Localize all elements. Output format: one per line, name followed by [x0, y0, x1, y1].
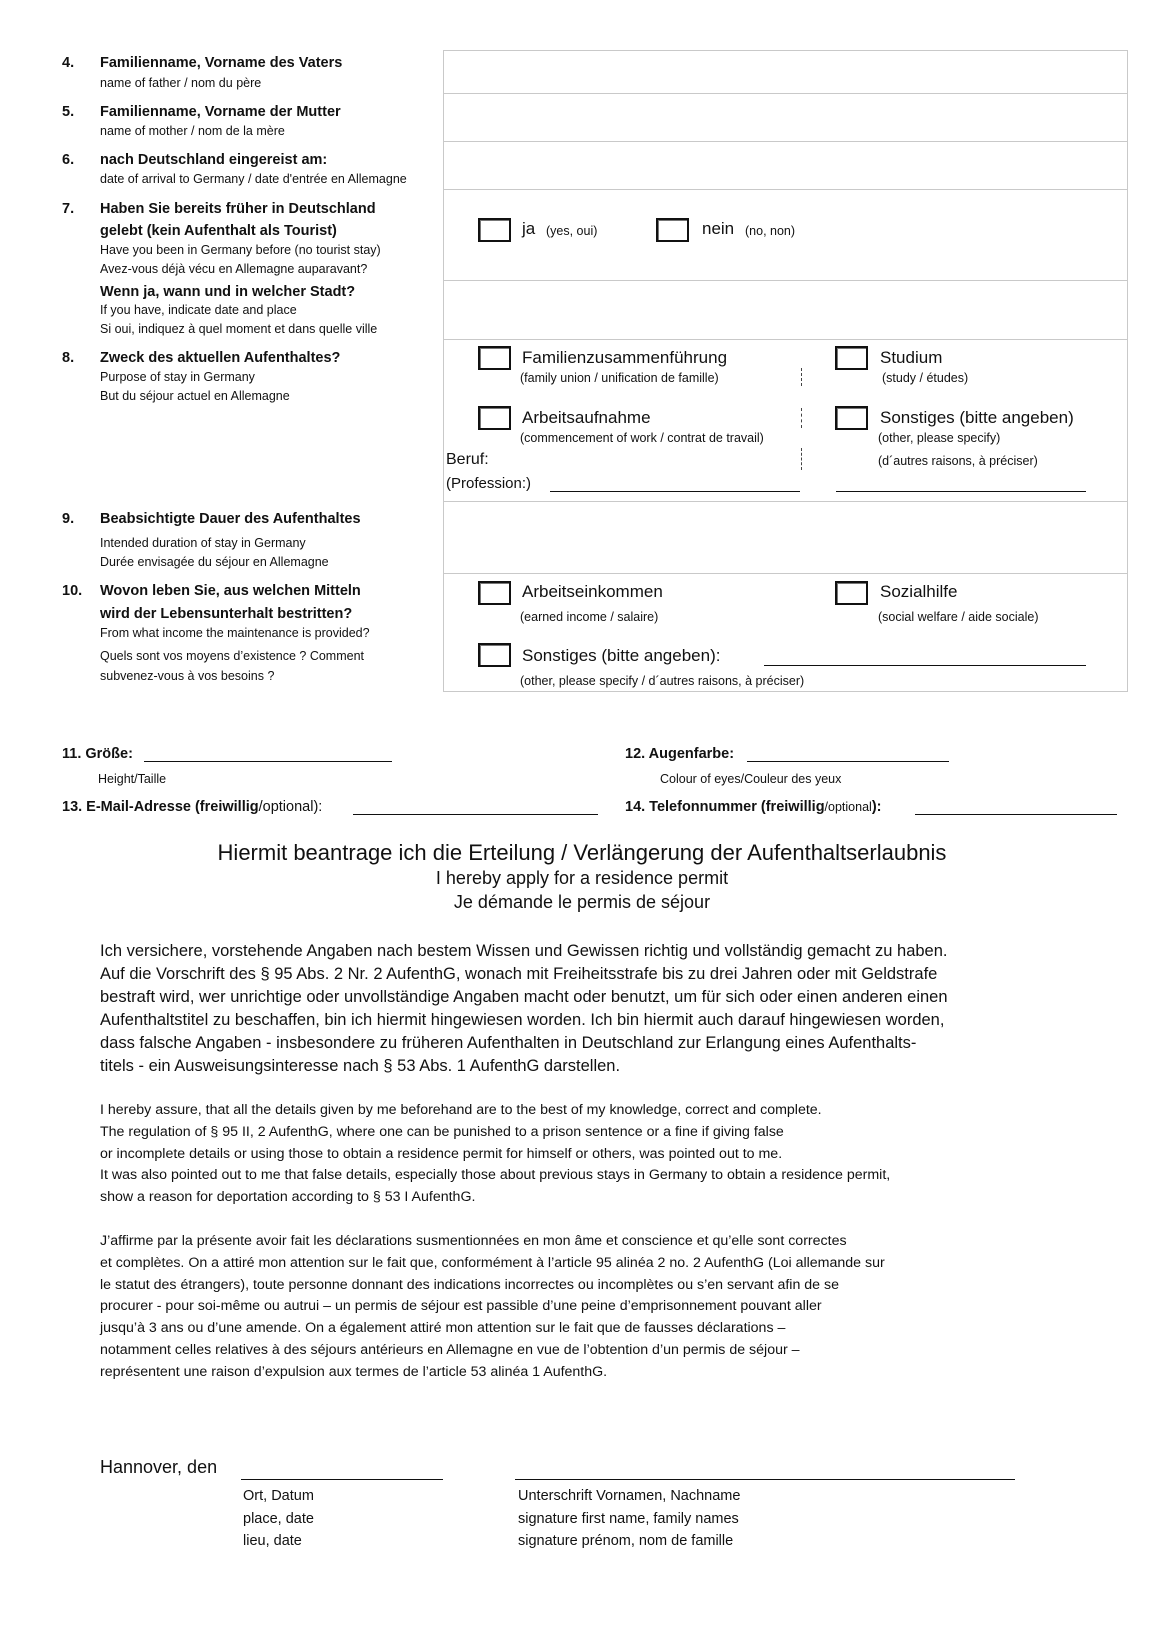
q8-profession-label: (Profession:): [446, 475, 532, 492]
q5-subtitle: name of mother / nom de la mère: [100, 124, 285, 138]
q5-number: 5.: [62, 104, 75, 120]
caption-line: Ort, Datum: [243, 1488, 314, 1504]
q7-subtitle-fr: Avez-vous déjà vécu en Allemagne auparavant?: [100, 262, 368, 276]
declaration-line: le statut des étrangers), toute personne donnant des indications incorrectes ou incomplètes ou s’en servant afin de se: [100, 1276, 839, 1293]
q14-label: [625, 799, 881, 815]
q5-answer-field[interactable]: [443, 93, 1128, 142]
q7-yes-label: ja: [522, 219, 536, 238]
caption-line: signature first name, family names: [518, 1510, 739, 1527]
date-caption: [243, 1485, 314, 1553]
q8-family-union-sublabel: (family union / unification de famille): [520, 371, 719, 385]
q14-label-end: ):: [871, 799, 882, 815]
declaration-line: The regulation of § 95 II, 2 AufenthG, where one can be punished to a prison sentence or a fine if giving false: [100, 1123, 784, 1140]
declaration-line: or incomplete details or using those to obtain a residence permit for himself or others, was pointed out to me.: [100, 1145, 783, 1162]
q12-eye-color-input[interactable]: [747, 761, 949, 762]
q8-beruf-label: Beruf:: [446, 451, 489, 468]
q6-subtitle: date of arrival to Germany / date d'entrée en Allemagne: [100, 172, 407, 186]
q7-when-where-field[interactable]: [443, 280, 1128, 340]
q8-number: 8.: [62, 350, 75, 366]
q10-social-welfare-sublabel: (social welfare / aide sociale): [878, 610, 1039, 624]
caption-line: lieu, date: [243, 1533, 302, 1549]
q10-social-welfare-checkbox[interactable]: [835, 581, 868, 605]
declaration-line: I hereby assure, that all the details given by me beforehand are to the best of my knowledge, correct and complete.: [100, 1102, 822, 1118]
q6-answer-field[interactable]: [443, 141, 1128, 190]
q8-study-sublabel: (study / études): [882, 371, 969, 385]
caption-line: signature prénom, nom de famille: [518, 1533, 734, 1549]
q8-other-label: Sonstiges (bitte angeben): [880, 408, 1074, 427]
q8-other-sublabel-fr: (d´autres raisons, à préciser): [878, 454, 1038, 468]
q10-title-line2: wird der Lebensunterhalt bestritten?: [100, 606, 353, 622]
q8-title: Zweck des aktuellen Aufenthaltes?: [100, 350, 341, 366]
declaration-line: représentent une raison d’expulsion aux termes de l’article 53 alinéa 1 AufenthG.: [100, 1363, 608, 1380]
q7-yes-sublabel: (yes, oui): [546, 224, 598, 238]
declaration-line: dass falsche Angaben - insbesondere zu früheren Aufenthalten in Deutschland zur Erlangung eines Aufenthalts-: [100, 1034, 917, 1052]
q7-followup-fr: Si oui, indiquez à quel moment et dans quelle ville: [100, 322, 378, 336]
q14-label-bold: 14. Telefonnummer (freiwillig: [625, 799, 825, 815]
q9-number: 9.: [62, 511, 75, 527]
q6-title: nach Deutschland eingereist am:: [100, 152, 328, 168]
q7-title-line1: Haben Sie bereits früher in Deutschland: [100, 201, 376, 217]
q10-subtitle-fr2: subvenez-vous à vos besoins ?: [100, 669, 275, 683]
q4-answer-field[interactable]: [443, 50, 1128, 94]
q10-number: 10.: [62, 583, 83, 599]
q7-followup-title: Wenn ja, wann und in welcher Stadt?: [100, 284, 356, 300]
q10-other-sublabel: (other, please specify / d´autres raisons, à préciser): [520, 674, 805, 688]
q11-sublabel: Height/Taille: [98, 772, 167, 786]
declaration-line: Auf die Vorschrift des § 95 Abs. 2 Nr. 2 AufenthG, wonach mit Freiheitsstrafe bis zu drei Jahren oder mit Geldstrafe: [100, 965, 938, 983]
divider: [801, 408, 802, 428]
q10-title-line1: Wovon leben Sie, aus welchen Mitteln: [100, 583, 361, 599]
q10-other-label: Sonstiges (bitte angeben):: [522, 646, 721, 665]
q8-study-checkbox[interactable]: [835, 346, 868, 370]
q9-subtitle-fr: Durée envisagée du séjour en Allemagne: [100, 555, 329, 569]
q8-other-specify-input[interactable]: [836, 491, 1086, 492]
q13-label-optional: /optional):: [258, 799, 323, 815]
declaration-en: [100, 1100, 1100, 1209]
declaration-line: J’affirme par la présente avoir fait les déclarations susmentionnées en mon âme et conscience et qu’elle sont correctes: [100, 1233, 847, 1249]
q8-profession-input[interactable]: [550, 491, 800, 492]
q10-other-checkbox[interactable]: [478, 643, 511, 667]
signature-caption: [518, 1485, 740, 1553]
q10-earned-income-label: Arbeitseinkommen: [522, 582, 663, 601]
q10-subtitle-en: From what income the maintenance is provided?: [100, 626, 370, 640]
q14-phone-input[interactable]: [915, 814, 1117, 815]
declaration-line: It was also pointed out to me that false details, especially those about previous stays in Germany to obtain a residence permit,: [100, 1167, 891, 1184]
signature-place: Hannover, den: [100, 1457, 218, 1477]
q8-other-checkbox[interactable]: [835, 406, 868, 430]
q10-other-specify-input[interactable]: [764, 665, 1086, 666]
q11-label: 11. Größe:: [62, 746, 133, 762]
q8-study-label: Studium: [880, 348, 943, 367]
declaration-line: bestraft wird, wer unrichtige oder unvollständige Angaben macht oder benutzt, um für sich oder einen anderen einen: [100, 988, 948, 1006]
declaration-line: notamment celles relatives à des séjours antérieurs en Allemagne en vue de l’obtention d’un permis de séjour –: [100, 1341, 800, 1358]
q8-work-sublabel: (commencement of work / contrat de travail): [520, 431, 764, 445]
date-input[interactable]: [241, 1479, 443, 1480]
q10-earned-income-sublabel: (earned income / salaire): [520, 610, 659, 624]
q13-label: [62, 799, 322, 815]
q8-work-label: Arbeitsaufnahme: [522, 408, 651, 427]
application-heading-de: Hiermit beantrage ich die Erteilung / Verlängerung der Aufenthaltserlaubnis: [217, 840, 947, 865]
q8-work-checkbox[interactable]: [478, 406, 511, 430]
q13-label-bold: 13. E-Mail-Adresse (freiwillig: [62, 799, 259, 815]
declaration-line: Aufenthaltstitel zu beschaffen, bin ich hiermit hingewiesen worden. Ich bin hiermit auch darauf hingewiesen worden,: [100, 1011, 945, 1029]
declaration-line: jusqu’à 3 ans ou d’une amende. On a également attiré mon attention sur le fait que de fausses déclarations –: [100, 1320, 786, 1337]
q5-title: Familienname, Vorname der Mutter: [100, 104, 341, 120]
q7-followup-en: If you have, indicate date and place: [100, 303, 297, 317]
q7-no-checkbox[interactable]: [656, 218, 689, 242]
signature-input[interactable]: [515, 1479, 1015, 1480]
caption-line: Unterschrift Vornamen, Nachname: [518, 1488, 741, 1504]
application-heading-fr: Je démande le permis de séjour: [453, 892, 711, 912]
q8-family-union-label: Familienzusammenführung: [522, 348, 728, 367]
q6-number: 6.: [62, 152, 75, 168]
declaration-line: Ich versichere, vorstehende Angaben nach bestem Wissen und Gewissen richtig und vollständig gemacht zu haben.: [100, 942, 948, 960]
declaration-line: procurer - pour soi-même ou autrui – un permis de séjour est passible d’une peine d’emprisonnement pouvant aller: [100, 1298, 822, 1315]
q10-subtitle-fr1: Quels sont vos moyens d’existence ? Comment: [100, 649, 365, 663]
q8-subtitle-fr: But du séjour actuel en Allemagne: [100, 389, 290, 403]
q14-label-optional: /optional: [824, 800, 872, 814]
declaration-de: [100, 940, 1100, 1078]
q12-label: 12. Augenfarbe:: [625, 746, 735, 762]
q4-title: Familienname, Vorname des Vaters: [100, 55, 343, 71]
application-heading-en: I hereby apply for a residence permit: [435, 868, 729, 888]
q10-social-welfare-label: Sozialhilfe: [880, 582, 958, 601]
declaration-line: titels - ein Ausweisungsinteresse nach § 53 Abs. 1 AufenthG darstellen.: [100, 1057, 621, 1075]
declaration-fr: [100, 1231, 1100, 1384]
q13-email-input[interactable]: [353, 814, 598, 815]
q12-sublabel: Colour of eyes/Couleur des yeux: [660, 772, 842, 786]
q4-subtitle: name of father / nom du père: [100, 76, 262, 90]
q7-subtitle-en: Have you been in Germany before (no tourist stay): [100, 243, 381, 257]
divider: [801, 368, 802, 386]
declaration-line: show a reason for deportation according to § 53 I AufenthG.: [100, 1189, 476, 1206]
declaration-line: et complètes. On a attiré mon attention sur le fait que, conformément à l’article 95 alinéa 2 no. 2 AufenthG (Loi allemande sur: [100, 1254, 885, 1271]
q8-family-union-checkbox[interactable]: [478, 346, 511, 370]
q8-subtitle-en: Purpose of stay in Germany: [100, 370, 255, 384]
q7-number: 7.: [62, 201, 75, 217]
q9-duration-field[interactable]: [443, 501, 1128, 574]
q10-earned-income-checkbox[interactable]: [478, 581, 511, 605]
q9-title: Beabsichtigte Dauer des Aufenthaltes: [100, 511, 361, 527]
q7-no-sublabel: (no, non): [745, 224, 796, 238]
caption-line: place, date: [243, 1510, 314, 1527]
divider: [801, 448, 802, 470]
q7-no-label: nein: [702, 219, 735, 238]
q7-yes-checkbox[interactable]: [478, 218, 511, 242]
q11-height-input[interactable]: [144, 761, 392, 762]
q4-number: 4.: [62, 55, 75, 71]
q8-other-sublabel-en: (other, please specify): [878, 431, 1001, 445]
q7-title-line2: gelebt (kein Aufenthalt als Tourist): [100, 223, 337, 239]
q9-subtitle-en: Intended duration of stay in Germany: [100, 536, 306, 550]
